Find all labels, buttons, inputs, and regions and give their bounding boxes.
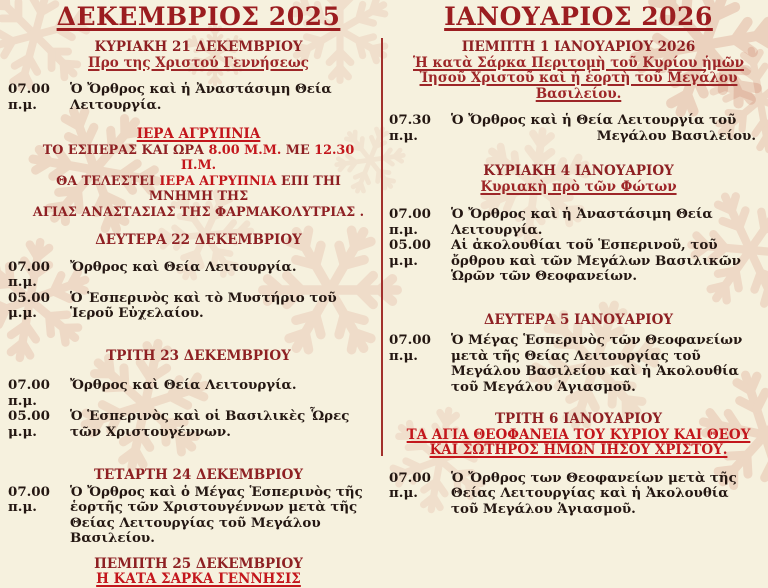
january-column <box>383 0 768 517</box>
section-dec-24 <box>8 468 367 547</box>
service-entry <box>389 207 758 238</box>
day-heading: ΔΕΥΤΕΡΑ 5 ΙΑΝΟΥΑΡΙΟΥ <box>483 311 674 328</box>
service-time: 07.00 π.μ. <box>389 332 431 364</box>
feast-title: Κυριακὴ πρὸ τῶν Φώτων <box>480 178 677 195</box>
section-dec-23 <box>8 349 367 441</box>
feast-title: Η ΚΑΤΑ ΣΑΡΚΑ ΓΕΝΝΗΣΙΣ <box>96 571 301 587</box>
service-time: 05.00 μ.μ. <box>8 408 50 440</box>
service-description: Ὁ Ὄρθρος καὶ ἡ Ἀναστάσιμη Θεία Λειτουργία. <box>451 206 713 238</box>
day-heading: ΔΕΥΤΕΡΑ 22 ΔΕΚΕΜΒΡΙΟΥ <box>95 232 302 248</box>
feast-title: Ἡ κατὰ Σάρκα Περιτομὴ τοῦ Κυρίου ἡμῶν <box>413 54 744 71</box>
service-description <box>451 113 758 144</box>
section-jan-6 <box>389 412 758 517</box>
vigil-time-highlight: 12.30 Π.Μ. <box>180 142 355 173</box>
service-time: 07.00 π.μ. <box>8 81 50 113</box>
vigil-name-highlight: ΙΕΡΑ ΑΓΡΥΠΝΙΑ <box>159 173 277 189</box>
service-description: Ὁ Μέγας Ἑσπερινὸς τῶν Θεοφανείων μετὰ τῆς Θείας Λειτουργίας τοῦ Μεγάλου Βασιλείου καὶ ἡ Ἀκολουθία τοῦ Μεγάλου Ἁγιασμοῦ. <box>451 332 743 395</box>
service-time: 07.00 π.μ. <box>389 206 431 238</box>
day-heading: ΚΥΡΙΑΚΗ 4 ΙΑΝΟΥΑΡΙΟΥ <box>483 163 674 179</box>
day-heading: ΤΡΙΤΗ 6 ΙΑΝΟΥΑΡΙΟΥ <box>495 411 662 427</box>
feast-title: Προ της Χριστού Γεννήσεως <box>88 54 309 71</box>
day-heading: ΤΕΤΑΡΤΗ 24 ΔΕΚΕΜΒΡΙΟΥ <box>94 467 303 483</box>
vigil-text: ΜΕ <box>281 142 315 158</box>
vigil-heading: ΙΕΡΑ ΑΓΡΥΠΝΙΑ <box>136 126 261 142</box>
service-entry <box>389 333 758 395</box>
month-title-january: ΙΑΝΟΥΑΡΙΟΣ 2026 <box>444 2 713 31</box>
day-heading: ΤΡΙΤΗ 23 ΔΕΚΕΜΒΡΙΟΥ <box>106 347 291 364</box>
vigil-line-1 <box>8 143 367 174</box>
service-time: 07.30 π.μ. <box>389 112 431 144</box>
service-description: Ὄρθρος καὶ Θεία Λειτουργία. <box>70 258 297 275</box>
section-dec-21 <box>8 40 367 113</box>
service-description: Ὁ Ὄρθρος καὶ ἡ Ἀναστάσιμη Θεία Λειτουργία. <box>70 81 332 113</box>
section-dec-25 <box>8 557 367 588</box>
vigil-text: ΕΠΙ ΤΗΙ ΜΝΗΜΗ ΤΗΣ <box>148 173 341 204</box>
service-entry <box>8 378 367 409</box>
service-entry <box>389 238 758 285</box>
service-time: 07.00 π.μ. <box>8 258 50 290</box>
feast-title: Ἰησοῦ Χριστοῦ καὶ ἡ ἑορτὴ τοῦ Μεγάλου Βασιλείου. <box>419 70 738 102</box>
service-entry <box>8 409 367 440</box>
service-description: Ὁ Ἑσπερινὸς καὶ οἱ Βασιλικὲς Ὧρες τῶν Χριστουγέννων. <box>70 408 350 440</box>
service-entry <box>8 82 367 113</box>
service-time: 05.00 μ.μ. <box>8 289 50 321</box>
day-heading: ΠΕΜΠΤΗ 1 ΙΑΝΟΥΑΡΙΟΥ 2026 <box>461 39 696 55</box>
section-jan-4 <box>389 164 758 285</box>
service-text: Ὁ Ὄρθρος καὶ ἡ Θεία Λειτουργία τοῦ <box>451 112 737 128</box>
service-time: 07.00 π.μ. <box>8 483 50 515</box>
service-entry <box>8 485 367 547</box>
vigil-line-3: ΑΓΙΑΣ ΑΝΑΣΤΑΣΙΑΣ ΤΗΣ ΦΑΡΜΑΚΟΛΥΤΡΙΑΣ . <box>32 204 365 220</box>
vigil-text: ΤΟ ΕΣΠΕΡΑΣ ΚΑΙ ΩΡΑ <box>42 142 209 158</box>
section-dec-22 <box>8 233 367 322</box>
feast-title: ΚΑΙ ΣΩΤΗΡΟΣ ΗΜΩΝ ΙΗΣΟΥ ΧΡΙΣΤΟΥ. <box>429 442 728 458</box>
section-vigil <box>8 127 367 220</box>
service-description: Ὁ Ὄρθρος καὶ ὁ Μέγας Ἑσπερινὸς τῆς ἑορτῆς τῶν Χριστουγέννων μετὰ τῆς Θείας Λειτουργίας τοῦ Μεγάλου Βασιλείου. <box>70 483 363 546</box>
vigil-time-highlight: 8.00 Μ.Μ. <box>208 142 282 158</box>
service-entry <box>389 471 758 518</box>
feast-title: ΤΑ ΑΓΙΑ ΘΕΟΦΑΝΕΙΑ ΤΟΥ ΚΥΡΙΟΥ ΚΑΙ ΘΕΟΥ <box>406 426 751 443</box>
service-description: Ὁ Ὄρθρος των Θεοφανείων μετὰ τῆς Θείας Λειτουργίας καὶ ἡ Ἀκολουθία τοῦ Μεγάλου Ἁγιασμοῦ. <box>451 469 737 517</box>
section-jan-5 <box>389 313 758 396</box>
service-entry <box>8 260 367 291</box>
day-heading: ΚΥΡΙΑΚΗ 21 ΔΕΚΕΜΒΡΙΟΥ <box>94 39 303 55</box>
service-description: Αἱ ἀκολουθίαι τοῦ Ἑσπερινοῦ, τοῦ ὄρθρου καὶ τῶν Μεγάλων Βασιλικῶν Ὡρῶν τῶν Θεοφανείων. <box>451 237 741 284</box>
service-entry <box>8 291 367 322</box>
service-description: Ὄρθρος καὶ Θεία Λειτουργία. <box>70 377 297 393</box>
month-title-december: ΔΕΚΕΜΒΡΙΟΣ 2025 <box>56 2 341 31</box>
section-jan-1 <box>389 40 758 144</box>
service-time: 07.00 π.μ. <box>8 377 50 409</box>
vigil-line-2 <box>8 174 367 205</box>
day-heading: ΠΕΜΠΤΗ 25 ΔΕΚΕΜΒΡΙΟΥ <box>94 555 303 572</box>
service-description: Ὁ Ἑσπερινὸς καὶ τὸ Μυστήριο τοῦ Ἱεροῦ Εὐχελαίου. <box>70 289 337 321</box>
service-time: 07.00 π.μ. <box>389 469 431 501</box>
vigil-text: ΘΑ ΤΕΛΕΣΤΕΙ <box>56 173 160 189</box>
december-column <box>0 0 381 588</box>
service-text-continued: Μεγάλου Βασιλείου. <box>596 127 756 144</box>
service-entry <box>389 113 758 144</box>
service-time: 05.00 μ.μ. <box>389 237 431 269</box>
